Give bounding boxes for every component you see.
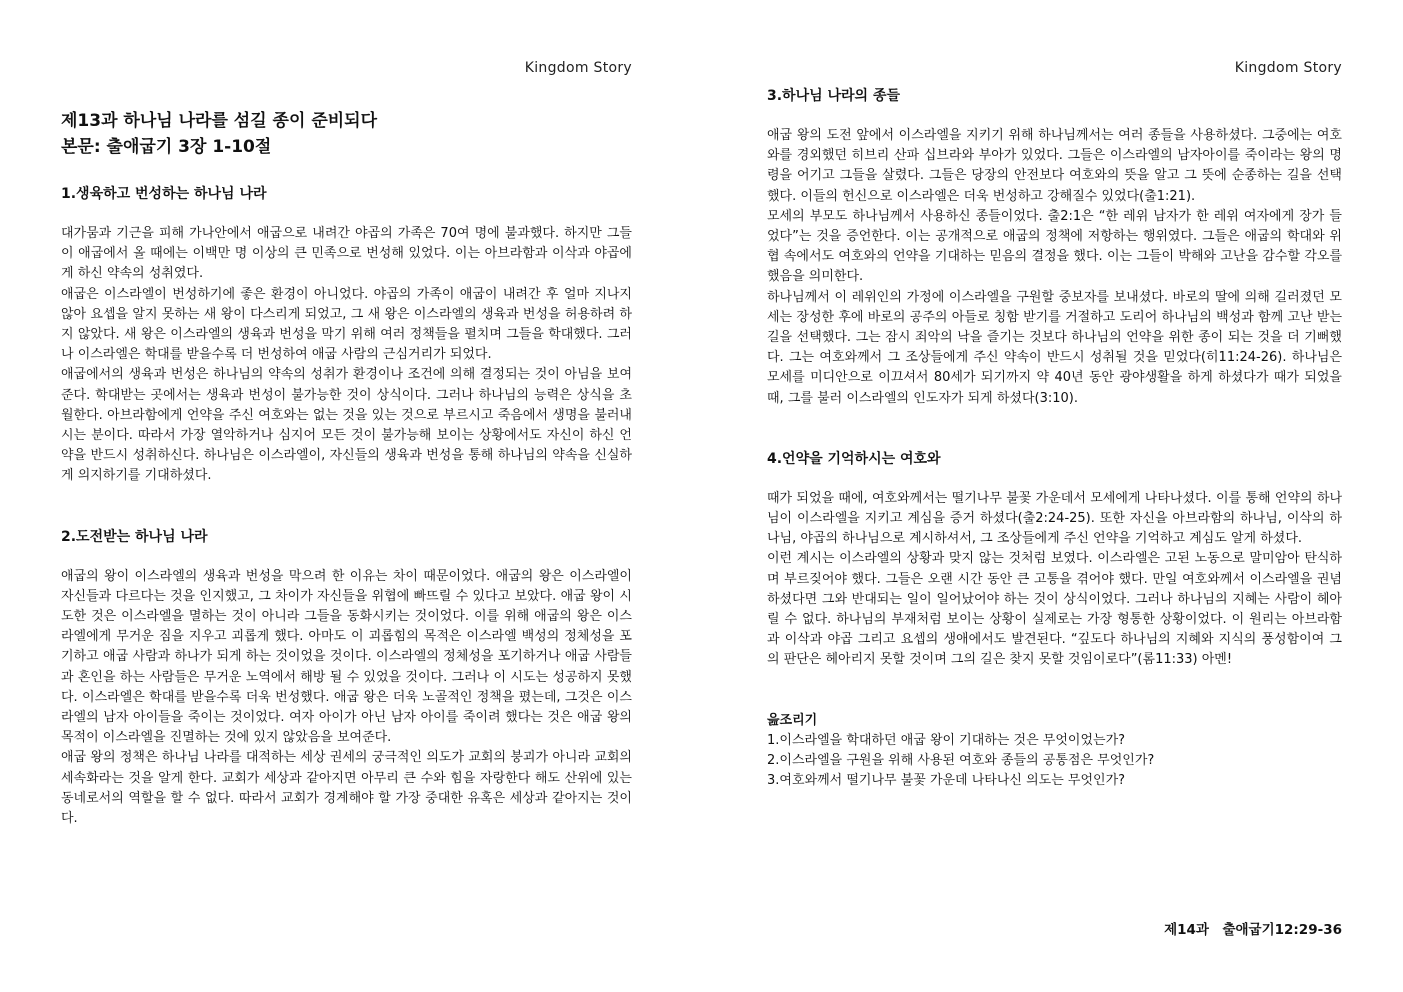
next-lesson-footer: 제14과 출애굽기12:29-36 (1164, 922, 1342, 938)
section-heading: 2.도전받는 하나님 나라 (61, 528, 208, 545)
section-heading: 3.하나님 나라의 종들 (767, 88, 900, 104)
running-header: Kingdom Story (1234, 60, 1342, 76)
paragraph: 애굽 왕의 도전 앞에서 이스라엘을 지키기 위해 하나님께서는 여러 종들을 사용하셨다. 그중에는 여호와를 경외했던 히브리 산파 십브라와 부아가 있었다. 그들은 이스라엘의 남자아이를 죽이라는 왕의 명령을 어기고 그들을 살렸다. 그들은 당장의 안전보다 여호와의 뜻을 알고 그 뜻에 순종하는 길을 선택했다. 이들의 헌신으로 이스라엘은 더욱 번성하고 강해질수 있었다(출1:21). (767, 128, 1342, 204)
paragraph: 대가뭄과 기근을 피해 가나안에서 애굽으로 내려간 야곱의 가족은 70여 명에 불과했다. 하지만 그들이 애굽에서 올 때에는 이백만 명 이상의 큰 민족으로 번성해 있었다. 이는 아브라함과 이삭과 야곱에게 하신 약속의 성취였다. (61, 226, 632, 282)
right-page (701, 0, 1403, 992)
review-question: 1.이스라엘을 학대하던 애굽 왕이 기대하는 것은 무엇이었는가? (767, 732, 1126, 748)
left-page (0, 0, 701, 992)
right-column (767, 86, 1342, 791)
paragraph: 하나님께서 이 레위인의 가정에 이스라엘을 구원할 중보자를 보내셨다. 바로의 딸에 의해 길러졌던 모세는 장성한 후에 바로의 공주의 아들로 칭함 받기를 거절하고 도리어 하나님의 백성과 함께 고난 받는 길을 선택했다. 그는 잠시 죄악의 낙을 즐기는 것보다 하나님의 언약을 위한 종이 되는 것을 더 기뻐했다. 그는 여호와께서 그 조상들에게 주신 약속이 반드시 성취될 것을 믿었다(히11:24-26). 하나님은 모세를 미디안으로 이끄셔서 80세가 되기까지 약 40년 동안 광야생활을 하게 하셨다가 때가 되었을 때, 그를 불러 이스라엘의 인도자가 되게 하셨다(3:10). (767, 289, 1342, 406)
running-header: Kingdom Story (524, 60, 632, 76)
review-question: 3.여호와께서 떨기나무 불꽃 가운데 나타나신 의도는 무엇인가? (767, 772, 1126, 788)
lesson-scripture: 본문: 출애굽기 3장 1-10절 (61, 137, 272, 157)
section-heading: 4.언약을 기억하시는 여호와 (767, 450, 941, 467)
paragraph: 애굽은 이스라엘이 번성하기에 좋은 환경이 아니었다. 야곱의 가족이 애굽이 내려간 후 얼마 지나지 않아 요셉을 알지 못하는 새 왕이 다스리게 되었고, 그 새 왕은 이스라엘의 생육과 번성을 허용하려 하지 않았다. 새 왕은 이스라엘의 생육과 번성을 막기 위해 여러 정책들을 펼치며 그들을 학대했다. 그러나 이스라엘은 학대를 받을수록 더 번성하여 애굽 사람의 근심거리가 되었다. (61, 286, 632, 363)
paragraph: 이런 계시는 이스라엘의 상황과 맞지 않는 것처럼 보였다. 이스라엘은 고된 노동으로 말미암아 탄식하며 부르짖어야 했다. 그들은 오랜 시간 동안 큰 고통을 겪어야 했다. 만일 여호와께서 이스라엘을 권념하셨다면 그와 반대되는 일이 일어났어야 하는 것이 상식이었다. 그러나 하나님의 지혜는 사람이 헤아릴 수 없다. 하나님의 부재처럼 보이는 상황이 실제로는 가장 형통한 상황이었다. 이 원리는 아브라함과 이삭과 야곱 그리고 요셉의 생애에서도 발견된다. “깊도다 하나님의 지혜와 지식의 풍성함이여 그의 판단은 헤아리지 못할 것이며 그의 길은 찾지 못할 것임이로다”(롬11:33) 아멘! (767, 551, 1342, 668)
paragraph: 모세의 부모도 하나님께서 사용하신 종들이었다. 출2:1은 “한 레위 남자가 한 레위 여자에게 장가 들었다”는 것을 증언한다. 이는 공개적으로 애굽의 정책에 저항하는 행위였다. 그들은 애굽의 학대와 위협 속에서도 여호와의 언약을 기대하는 믿음의 결정을 했다. 이는 그들이 박해와 고난을 감수할 각오를 했음을 의미한다. (767, 208, 1342, 285)
section-heading: 1.생육하고 번성하는 하나님 나라 (61, 186, 267, 202)
lesson-title: 제13과 하나님 나라를 섬길 종이 준비되다 (61, 111, 378, 131)
review-heading: 읊조리기 (767, 712, 818, 728)
left-column (61, 108, 632, 829)
paragraph: 애굽 왕의 정책은 하나님 나라를 대적하는 세상 권세의 궁극적인 의도가 교회의 붕괴가 아니라 교회의 세속화라는 것을 알게 한다. 교회가 세상과 같아지면 아무리 큰 수와 힘을 자랑한다 해도 산위에 있는 동네로서의 역할을 할 수 없다. 따라서 교회가 경계해야 할 가장 중대한 유혹은 세상과 같아지는 것이다. (61, 750, 632, 827)
paragraph: 애굽에서의 생육과 번성은 하나님의 약속의 성취가 환경이나 조건에 의해 결정되는 것이 아님을 보여준다. 학대받는 곳에서는 생육과 번성이 불가능한 것이 상식이다. 그러나 하나님의 능력은 상식을 초월한다. 아브라함에게 언약을 주신 여호와는 없는 것을 있는 것으로 부르시고 죽음에서 생명을 불러내시는 분이다. 따라서 가장 열악하거나 심지어 모든 것이 불가능해 보이는 상황에서도 자신이 하신 언약을 반드시 성취하신다. 하나님은 이스라엘이, 자신들의 생육과 번성을 통해 하나님의 약속을 신실하게 의지하기를 기대하셨다. (61, 367, 632, 484)
paragraph: 애굽의 왕이 이스라엘의 생육과 번성을 막으려 한 이유는 차이 때문이었다. 애굽의 왕은 이스라엘이 자신들과 다르다는 것을 인지했고, 그 차이가 자신들을 위협에 빠뜨릴 수 있다고 보았다. 애굽 왕이 시도한 것은 이스라엘을 멸하는 것이 아니라 그들을 동화시키는 것이었다. 이를 위해 애굽의 왕은 이스라엘에게 무거운 짐을 지우고 괴롭게 했다. 아마도 이 괴롭힘의 목적은 이스라엘 백성의 정체성을 포기하고 애굽 사람과 하나가 되게 하는 것이었을 것이다. 이스라엘의 정체성을 포기하거나 애굽 사람들과 혼인을 하는 사람들은 무거운 노역에서 해방 될 수 있었을 것이다. 그러나 이 시도는 성공하지 못했다. 이스라엘은 학대를 받을수록 더욱 번성했다. 애굽 왕은 더욱 노골적인 정책을 폈는데, 그것은 이스라엘의 남자 아이들을 죽이는 것이었다. 여자 아이가 아닌 남자 아이를 죽이려 했다는 것은 애굽 왕의 목적이 이스라엘을 진멸하는 것에 있지 않았음을 보여준다. (61, 568, 632, 746)
review-question: 2.이스라엘을 구원을 위해 사용된 여호와 종들의 공통점은 무엇인가? (767, 752, 1155, 768)
paragraph: 때가 되었을 때에, 여호와께서는 떨기나무 불꽃 가운데서 모세에게 나타나셨다. 이를 통해 언약의 하나님이 이스라엘을 지키고 계심을 증거 하셨다(출2:24-25). 또한 자신을 아브라함의 하나님, 이삭의 하나님, 야곱의 하나님으로 계시하셔서, 그 조상들에게 주신 언약을 기억하고 계심도 알게 하셨다. (767, 490, 1342, 547)
